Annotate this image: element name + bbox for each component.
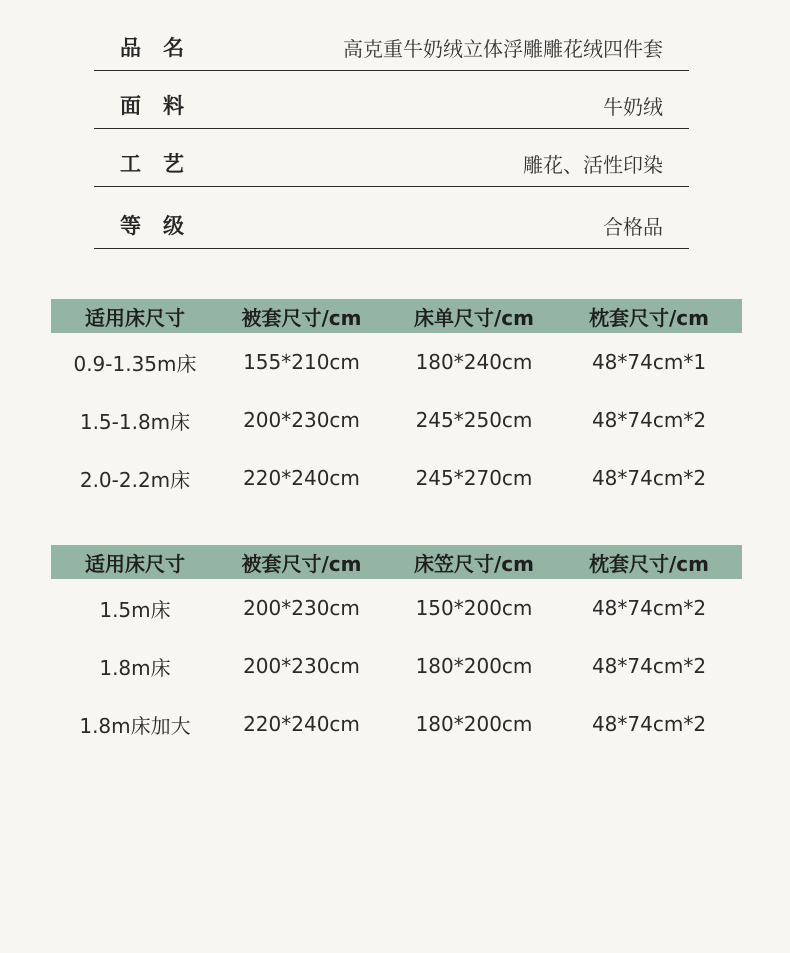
table-cell: 1.8m床 (99, 655, 171, 680)
spec-label: 面料 (120, 94, 206, 118)
product-spec-list (94, 13, 689, 249)
spec-label: 工艺 (120, 152, 206, 176)
table-cell: 48*74cm*2 (591, 654, 707, 678)
header-cell: 被套尺寸/cm (241, 305, 362, 330)
table-cell: 220*240cm (243, 712, 360, 736)
table-row (51, 695, 742, 753)
table-cell: 155*210cm (243, 350, 360, 374)
table-cell: 180*240cm (415, 350, 533, 374)
table-row (51, 449, 742, 507)
table-cell: 180*200cm (415, 654, 533, 678)
header-cell: 枕套尺寸/cm (589, 305, 709, 330)
table-row (51, 391, 742, 449)
table-cell: 1.8m床加大 (79, 713, 191, 738)
spec-value: 合格品 (603, 215, 663, 239)
spec-label: 品名 (120, 36, 206, 60)
size-table-fitted (51, 545, 742, 753)
table-cell: 48*74cm*2 (591, 596, 707, 620)
table-cell: 180*200cm (415, 712, 533, 736)
table-cell: 48*74cm*1 (591, 350, 707, 374)
table-row (51, 579, 742, 637)
table-header (51, 299, 742, 333)
spec-row-craft (94, 129, 689, 187)
table-cell: 1.5m床 (99, 597, 171, 622)
table-header (51, 545, 742, 579)
table-cell: 245*250cm (415, 408, 533, 432)
spec-row-grade (94, 187, 689, 249)
table-row (51, 333, 742, 391)
table-cell: 2.0-2.2m床 (79, 467, 191, 492)
table-cell: 200*230cm (243, 654, 360, 678)
table-cell: 245*270cm (415, 466, 533, 490)
size-table-sheet (51, 299, 742, 507)
table-cell: 220*240cm (243, 466, 360, 490)
table-cell: 48*74cm*2 (591, 712, 707, 736)
header-cell: 床单尺寸/cm (414, 305, 534, 330)
spec-label: 等级 (120, 214, 206, 238)
table-cell: 48*74cm*2 (591, 408, 707, 432)
table-cell: 0.9-1.35m床 (73, 351, 197, 376)
table-row (51, 637, 742, 695)
header-cell: 枕套尺寸/cm (589, 551, 709, 576)
table-cell: 200*230cm (243, 596, 360, 620)
spec-value: 牛奶绒 (603, 95, 663, 119)
spec-row-fabric (94, 71, 689, 129)
table-cell: 200*230cm (243, 408, 360, 432)
table-cell: 48*74cm*2 (591, 466, 707, 490)
header-cell: 适用床尺寸 (85, 551, 185, 576)
header-cell: 适用床尺寸 (85, 305, 185, 330)
spec-value: 雕花、活性印染 (523, 153, 663, 177)
table-cell: 150*200cm (415, 596, 533, 620)
spec-row-name (94, 13, 689, 71)
table-cell: 1.5-1.8m床 (79, 409, 191, 434)
spec-value: 高克重牛奶绒立体浮雕雕花绒四件套 (343, 37, 663, 61)
header-cell: 被套尺寸/cm (241, 551, 362, 576)
header-cell: 床笠尺寸/cm (414, 551, 534, 576)
